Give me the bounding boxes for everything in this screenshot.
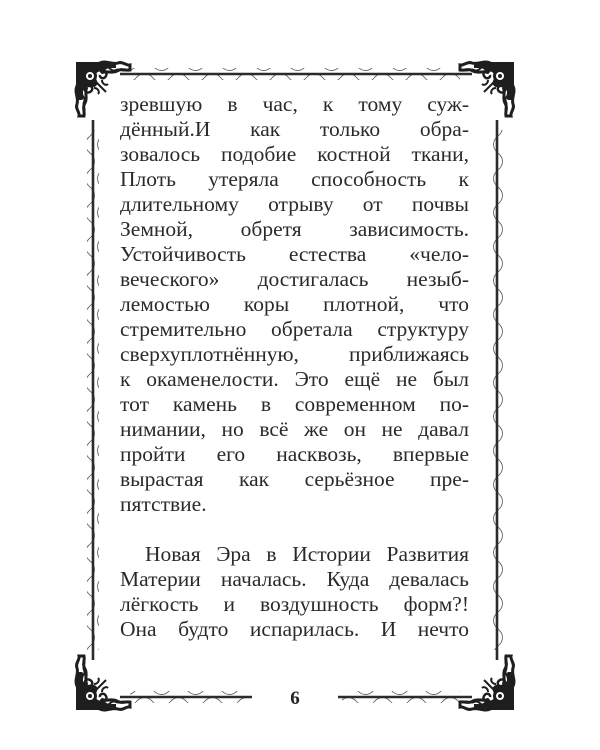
text-line: нимании, но всё же он не давал <box>120 417 469 441</box>
text-line: дённый.И как только обра- <box>120 117 469 141</box>
text-line: Плоть утеряла способность к <box>120 167 469 191</box>
text-line: Устойчивость естества «чело- <box>120 242 469 266</box>
corner-ornament-bottom-right <box>460 656 514 710</box>
text-line: пройти его насквозь, впервые <box>120 442 469 466</box>
text-line: веческого» достигалась незыб- <box>120 267 469 291</box>
text-line: сверхуплотнённую, приближаясь <box>120 342 469 366</box>
text-line: Новая Эра в Истории Развития <box>145 542 469 566</box>
text-line: стремительно обретала структуру <box>120 317 469 341</box>
text-line: Материи началась. Куда девалась <box>120 567 469 591</box>
text-line: вырастая как серьёзное пре- <box>120 467 469 491</box>
corner-ornament-bottom-left <box>76 656 130 710</box>
text-line: тот камень в современном по- <box>120 392 469 416</box>
text-line: лёгкость и воздушность форм?! <box>120 592 469 616</box>
text-line: Земной, обретя зависимость. <box>120 217 469 241</box>
text-line: длительному отрыву от почвы <box>120 192 469 216</box>
text-line: к окаменелости. Это ещё не был <box>120 367 469 391</box>
text-line: зовалось подобие костной ткани, <box>120 142 469 166</box>
paragraph-gap <box>120 517 469 542</box>
page-number: 6 <box>290 688 300 709</box>
text-line: Она будто испарилась. И нечто <box>120 617 469 641</box>
text-line: лемостью коры плотной, что <box>120 292 469 316</box>
body-text <box>120 92 469 642</box>
text-line: пятствие. <box>120 492 207 516</box>
text-line: зревшую в час, к тому суж- <box>120 92 469 116</box>
